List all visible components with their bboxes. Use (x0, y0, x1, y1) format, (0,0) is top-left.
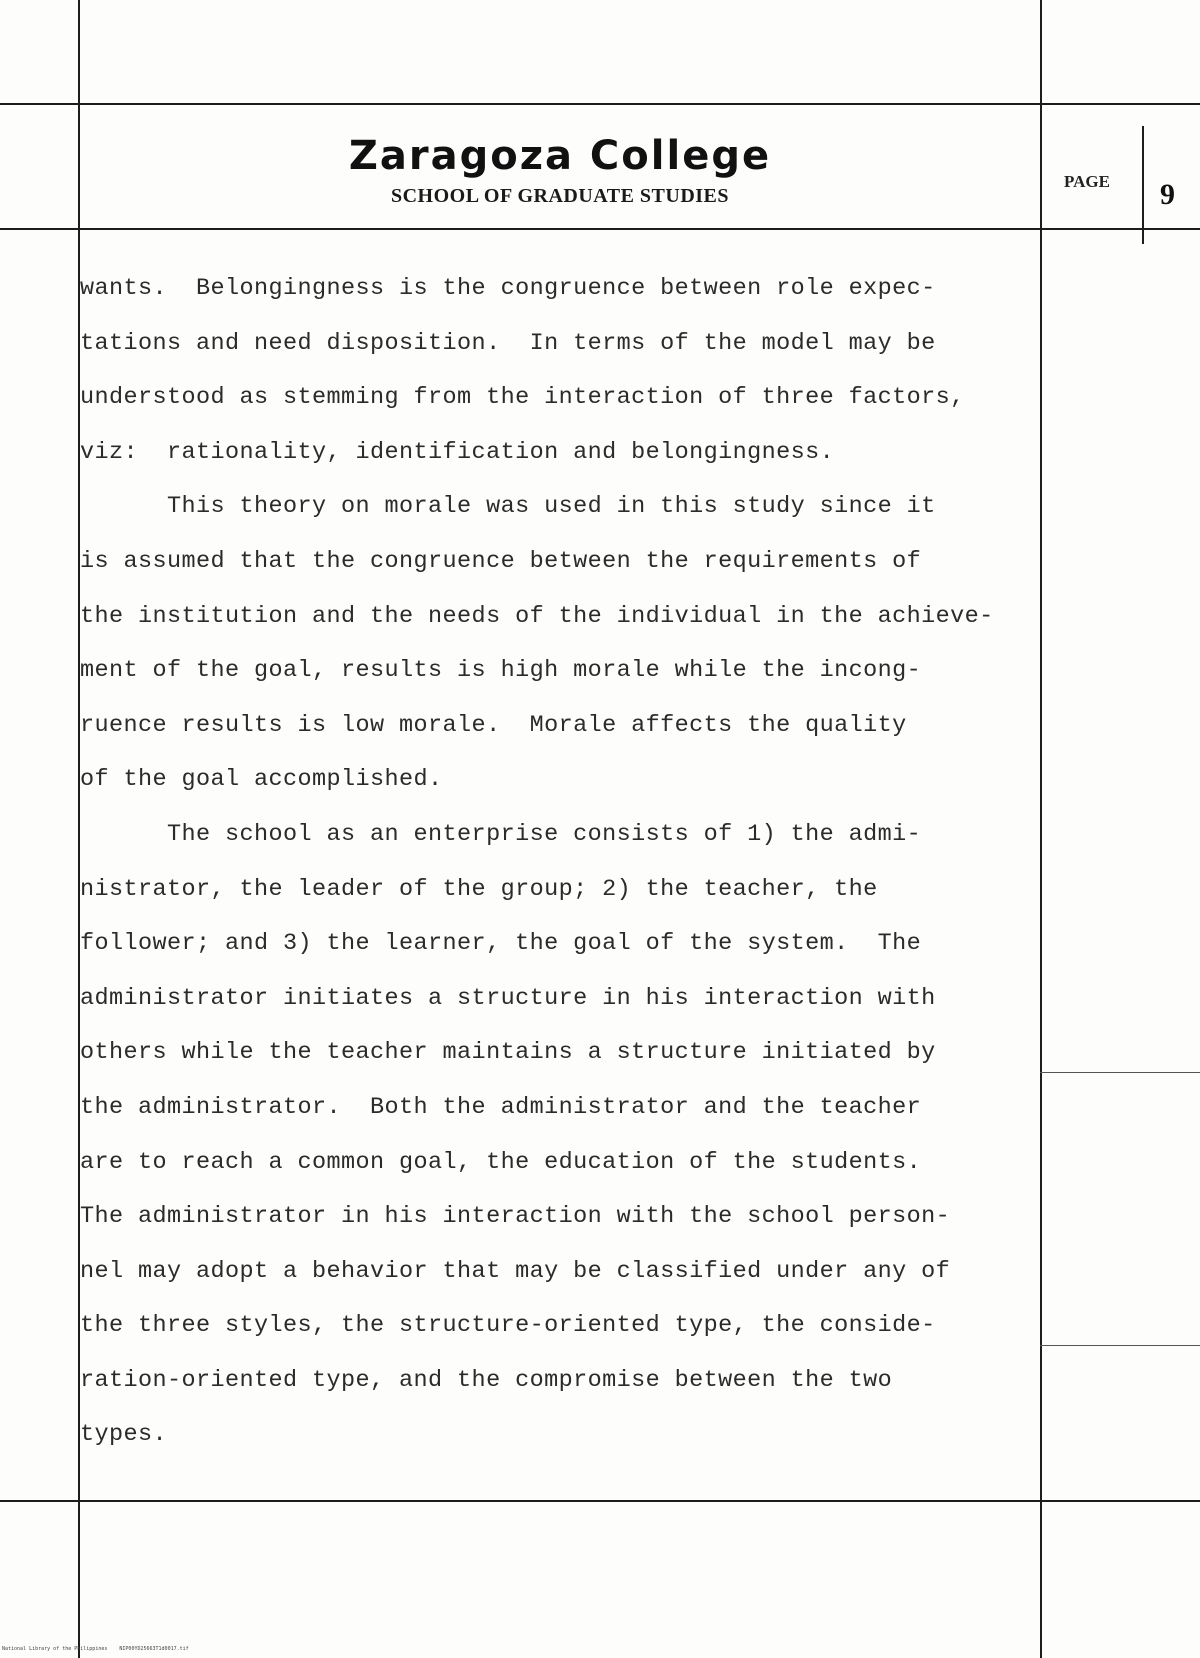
text-line: ruence results is low morale. Morale affects the quality (80, 711, 907, 739)
text-line: ment of the goal, results is high morale while the incong- (80, 657, 922, 685)
text-line: understood as stemming from the interaction of three factors, (80, 384, 965, 412)
text-line: the administrator. Both the administrator and the teacher (80, 1093, 922, 1121)
text-line: are to reach a common goal, the education of the students. (80, 1148, 922, 1176)
text-line: The administrator in his interaction with the school person- (80, 1203, 951, 1231)
text-line: follower; and 3) the learner, the goal of the system. The (80, 930, 922, 958)
text-line: administrator initiates a structure in his interaction with (80, 984, 936, 1012)
text-line: The school as an enterprise consists of 1) the admi- (80, 820, 922, 848)
school-name: SCHOOL OF GRADUATE STUDIES (390, 185, 730, 207)
page-box-rule (1142, 126, 1144, 244)
text-line: This theory on morale was used in this study since it (80, 493, 936, 521)
scan-footer: National Library of the Philippines NIP00YD25663T1d0017.tif (2, 1646, 189, 1652)
text-line: types. (80, 1421, 168, 1449)
body-text (80, 262, 1080, 1463)
text-line: the three styles, the structure-oriented type, the conside- (80, 1312, 936, 1340)
text-line: others while the teacher maintains a structure initiated by (80, 1039, 936, 1067)
bottom-rule (0, 1500, 1200, 1502)
header-rule (0, 228, 1200, 230)
text-line: nel may adopt a behavior that may be classified under any of (80, 1257, 951, 1285)
page-number: 9 (1160, 178, 1175, 211)
text-line: ration-oriented type, and the compromise between the two (80, 1366, 893, 1394)
page-label: PAGE (1064, 172, 1110, 191)
text-line: the institution and the needs of the individual in the achieve- (80, 602, 994, 630)
text-line: is assumed that the congruence between the requirements of (80, 547, 922, 575)
text-line: viz: rationality, identification and belongingness. (80, 438, 835, 466)
text-line: of the goal accomplished. (80, 766, 443, 794)
letterhead (80, 105, 1040, 228)
text-line: wants. Belongingness is the congruence between role expec- (80, 275, 936, 302)
text-line: tations and need disposition. In terms of the model may be (80, 329, 936, 357)
text-line: nistrator, the leader of the group; 2) the teacher, the (80, 875, 878, 903)
college-name: Zaragoza College (348, 133, 772, 179)
